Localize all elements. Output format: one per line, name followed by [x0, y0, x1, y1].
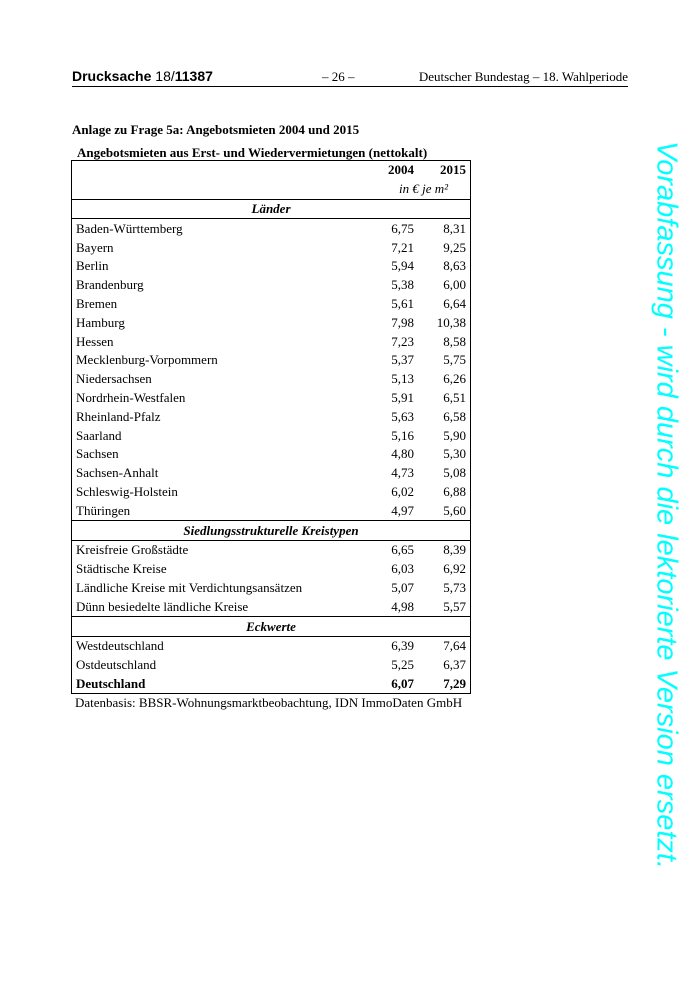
value-2004: 6,75	[391, 220, 414, 236]
table-row	[72, 332, 471, 351]
value-2015: 5,75	[443, 352, 466, 368]
row-label: Bremen	[76, 295, 118, 311]
rent-table	[71, 160, 471, 694]
value-2004: 7,23	[391, 333, 414, 349]
value-2015: 6,00	[443, 277, 466, 293]
row-label: Sachsen	[76, 446, 119, 462]
section-laender-label: Länder	[72, 199, 471, 219]
row-label: Hessen	[76, 333, 114, 349]
value-2004: 5,07	[391, 579, 414, 595]
section-kreistypen-label: Siedlungsstrukturelle Kreistypen	[72, 521, 471, 541]
value-2004: 5,63	[391, 408, 414, 424]
value-2015: 6,26	[443, 371, 466, 387]
value-2015: 10,38	[436, 314, 466, 330]
row-label: Kreisfreie Großstädte	[76, 542, 189, 558]
doc-number-prefix: 18/	[155, 68, 175, 84]
publisher: Deutscher Bundestag – 18. Wahlperiode	[418, 69, 628, 84]
value-2004: 6,39	[391, 638, 414, 654]
table-row	[72, 276, 471, 295]
row-label: Mecklenburg-Vorpommern	[76, 352, 218, 368]
value-2015: 6,92	[443, 561, 466, 577]
value-2004: 4,80	[391, 446, 414, 462]
table-row	[72, 389, 471, 408]
page-header	[72, 68, 628, 87]
table-row	[72, 407, 471, 426]
row-label: Saarland	[76, 427, 122, 443]
row-label: Rheinland-Pfalz	[76, 408, 161, 424]
row-label: Städtische Kreise	[76, 561, 167, 577]
source-note: Datenbasis: BBSR-Wohnungsmarktbeobachtung, IDN ImmoDaten GmbH	[75, 695, 463, 710]
section-laender	[72, 199, 471, 219]
row-label: Schleswig-Holstein	[76, 483, 178, 499]
table-row	[72, 540, 471, 559]
value-2015: 5,57	[418, 597, 471, 616]
row-label: Niedersachsen	[76, 371, 152, 387]
row-label: Berlin	[76, 258, 109, 274]
value-2004: 5,16	[391, 427, 414, 443]
section-kreistypen	[72, 521, 471, 541]
value-2004: 4,98	[370, 597, 418, 616]
value-2015: 5,90	[443, 427, 466, 443]
value-2004: 5,25	[391, 657, 414, 673]
table-row	[72, 636, 471, 655]
value-2004: 5,37	[391, 352, 414, 368]
col-header-2004: 2004	[388, 162, 414, 178]
row-label: Westdeutschland	[76, 638, 164, 654]
header-empty-cell	[72, 161, 371, 180]
table-header-row	[72, 161, 471, 180]
table-row	[72, 295, 471, 314]
value-2015: 8,31	[443, 220, 466, 236]
table-row	[72, 675, 471, 694]
value-2015: 6,37	[443, 657, 466, 673]
section-eckwerte-label: Eckwerte	[72, 617, 471, 637]
table-row	[72, 426, 471, 445]
document-number	[72, 68, 213, 84]
table-row	[72, 464, 471, 483]
anlage-title: Anlage zu Frage 5a: Angebotsmieten 2004 und 2015	[72, 122, 360, 137]
value-2004: 4,73	[391, 465, 414, 481]
doc-number: 11387	[174, 68, 213, 84]
page-number: – 26 –	[322, 69, 355, 84]
value-2004: 5,61	[391, 295, 414, 311]
table-row	[72, 483, 471, 502]
value-2015: 8,39	[443, 542, 466, 558]
table-row	[72, 656, 471, 675]
table-row	[72, 219, 471, 238]
value-2015: 6,51	[443, 389, 466, 405]
table-row	[72, 257, 471, 276]
value-2015: 5,73	[443, 579, 466, 595]
row-label: Baden-Württemberg	[76, 220, 183, 236]
table-row	[72, 560, 471, 579]
table-row	[72, 370, 471, 389]
value-2015: 7,64	[443, 638, 466, 654]
row-label: Deutschland	[76, 675, 146, 691]
value-2015: 8,63	[443, 258, 466, 274]
rent-table-body	[72, 161, 471, 694]
value-2004: 4,97	[370, 501, 418, 520]
table-caption: Angebotsmieten aus Erst- und Wiedervermietungen (nettokalt)	[77, 145, 428, 160]
value-2004: 7,21	[391, 239, 414, 255]
value-2004: 6,07	[391, 675, 414, 691]
value-2004: 6,03	[391, 561, 414, 577]
row-label: Hamburg	[76, 314, 125, 330]
doc-label: Drucksache	[72, 68, 152, 84]
value-2015: 5,08	[443, 465, 466, 481]
value-2015: 6,88	[443, 483, 466, 499]
value-2004: 5,38	[391, 277, 414, 293]
table-row	[72, 597, 471, 616]
value-2004: 5,91	[391, 389, 414, 405]
row-label: Bayern	[76, 239, 114, 255]
value-2004: 5,13	[391, 371, 414, 387]
row-label: Brandenburg	[76, 277, 144, 293]
value-2015: 9,25	[443, 239, 466, 255]
value-2015: 6,58	[443, 408, 466, 424]
col-header-2015: 2015	[440, 162, 466, 178]
row-label: Thüringen	[72, 501, 371, 520]
section-eckwerte	[72, 617, 471, 637]
value-2015: 6,64	[443, 295, 466, 311]
value-2015: 5,60	[418, 501, 471, 520]
watermark: Vorabfassung - wird durch die lektorierte Version ersetzt.	[650, 140, 683, 870]
value-2004: 7,98	[391, 314, 414, 330]
table-row	[72, 501, 471, 520]
value-2015: 8,58	[443, 333, 466, 349]
value-2015: 5,30	[443, 446, 466, 462]
unit-row	[72, 180, 471, 199]
table-row	[72, 445, 471, 464]
row-label: Ostdeutschland	[76, 657, 157, 673]
value-2004: 6,02	[391, 483, 414, 499]
value-2015: 7,29	[443, 675, 466, 691]
row-label: Dünn besiedelte ländliche Kreise	[72, 597, 371, 616]
table-row	[72, 313, 471, 332]
table-row	[72, 238, 471, 257]
value-2004: 5,94	[391, 258, 414, 274]
row-label: Nordrhein-Westfalen	[76, 389, 186, 405]
value-2004: 6,65	[391, 542, 414, 558]
table-row	[72, 351, 471, 370]
unit-label: in € je m²	[72, 180, 471, 199]
row-label: Sachsen-Anhalt	[76, 465, 159, 481]
row-label: Ländliche Kreise mit Verdichtungsansätzen	[76, 579, 303, 595]
table-row	[72, 579, 471, 598]
